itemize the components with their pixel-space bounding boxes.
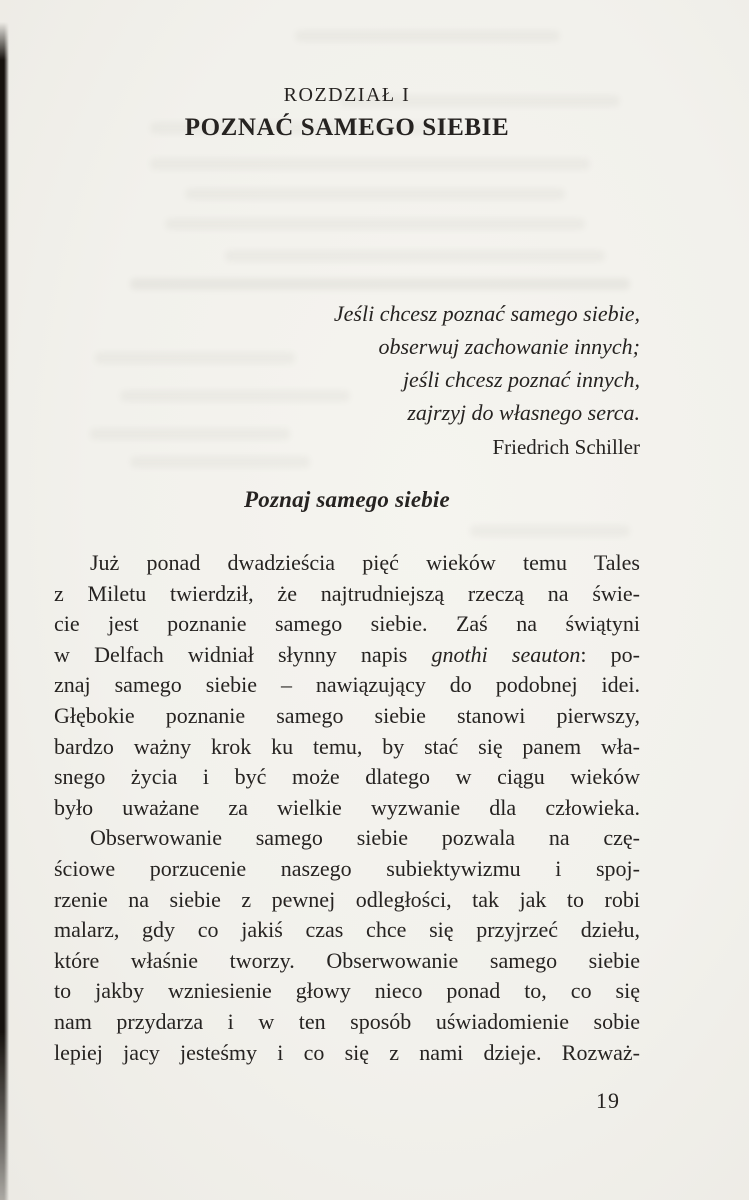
- italic-phrase: gnothi seauton: [431, 641, 581, 667]
- book-spine-edge: [0, 0, 9, 1200]
- bleed-line: [130, 456, 310, 468]
- text-line: [54, 548, 640, 579]
- text-line: [54, 670, 640, 701]
- chapter-kicker: ROZDZIAŁ I: [283, 84, 411, 106]
- text-segment: które właśnie tworzy. Obserwowanie samego siebie: [54, 947, 640, 973]
- text-line: [54, 640, 640, 671]
- epigraph-line: Jeśli chcesz poznać samego siebie,: [333, 301, 640, 326]
- text-line: [54, 1007, 640, 1038]
- text-segment: w Delfach widniał słynny napis: [54, 641, 432, 667]
- epigraph-line: jeśli chcesz poznać innych,: [402, 367, 640, 392]
- text-line: [54, 793, 640, 824]
- text-segment: cie jest poznanie samego siebie. Zaś na świątyni: [54, 611, 640, 637]
- text-segment: z Miletu twierdził, że najtrudniejszą rzeczą na świe-: [54, 580, 640, 606]
- epigraph-line: obserwuj zachowanie innych;: [378, 334, 640, 359]
- text-segment: rzenie na siebie z pewnej odległości, tak jak to robi: [54, 886, 640, 912]
- epigraph-attribution: Friedrich Schiller: [492, 435, 640, 459]
- page-number: 19: [596, 1088, 620, 1113]
- text-segment: nam przydarza i w ten sposób uświadomienie sobie: [54, 1008, 640, 1034]
- bleed-line: [470, 525, 630, 537]
- text-line: [54, 701, 640, 732]
- bleed-line: [165, 218, 585, 230]
- text-segment: znaj samego siebie – nawiązujący do podobnej idei.: [54, 672, 640, 698]
- text-segment: ściowe porzucenie naszego subiektywizmu i spoj-: [54, 855, 640, 881]
- text-segment: Obserwowanie samego siebie pozwala na czę-: [90, 825, 640, 851]
- text-line: [54, 946, 640, 977]
- epigraph: [334, 297, 640, 464]
- bleed-line: [150, 158, 590, 170]
- text-segment: to jakby wzniesienie głowy nieco ponad to, co się: [54, 978, 640, 1004]
- text-segment: snego życia i być może dlatego w ciągu wieków: [54, 764, 640, 790]
- text-line: [54, 885, 640, 916]
- text-line: [54, 579, 640, 610]
- text-segment: malarz, gdy co jakiś czas chce się przyjrzeć dziełu,: [54, 917, 640, 943]
- bleed-line: [130, 278, 630, 290]
- text-segment: lepiej jacy jesteśmy i co się z nami dzieje. Rozważ-: [54, 1039, 640, 1065]
- body-paragraphs: [54, 548, 640, 1068]
- section-heading: Poznaj samego siebie: [244, 487, 450, 512]
- text-segment: bardzo ważny krok ku temu, by stać się panem wła-: [54, 733, 640, 759]
- text-segment: : po-: [580, 641, 640, 667]
- chapter-title: POZNAĆ SAMEGO SIEBIE: [184, 114, 510, 141]
- bleed-line: [120, 390, 350, 402]
- text-line: [54, 1038, 640, 1069]
- text-segment: Już ponad dwadzieścia pięć wieków temu Tales: [90, 550, 640, 575]
- text-line: [54, 732, 640, 763]
- text-segment: było uważane za wielkie wyzwanie dla człowieka.: [54, 794, 640, 820]
- text-line: [54, 823, 640, 854]
- bleed-line: [295, 30, 560, 42]
- paragraph: [54, 823, 640, 1068]
- text-line: [54, 976, 640, 1007]
- text-line: [54, 762, 640, 793]
- bleed-line: [185, 188, 565, 200]
- bleed-line: [95, 352, 295, 364]
- text-line: [54, 609, 640, 640]
- bleed-line: [225, 250, 605, 262]
- paragraph: [54, 548, 640, 823]
- text-line: [54, 915, 640, 946]
- text-line: [54, 854, 640, 885]
- bleed-line: [90, 428, 290, 440]
- epigraph-lines: [334, 297, 640, 429]
- text-segment: Głębokie poznanie samego siebie stanowi pierwszy,: [54, 702, 640, 728]
- epigraph-line: zajrzyj do własnego serca.: [407, 400, 640, 425]
